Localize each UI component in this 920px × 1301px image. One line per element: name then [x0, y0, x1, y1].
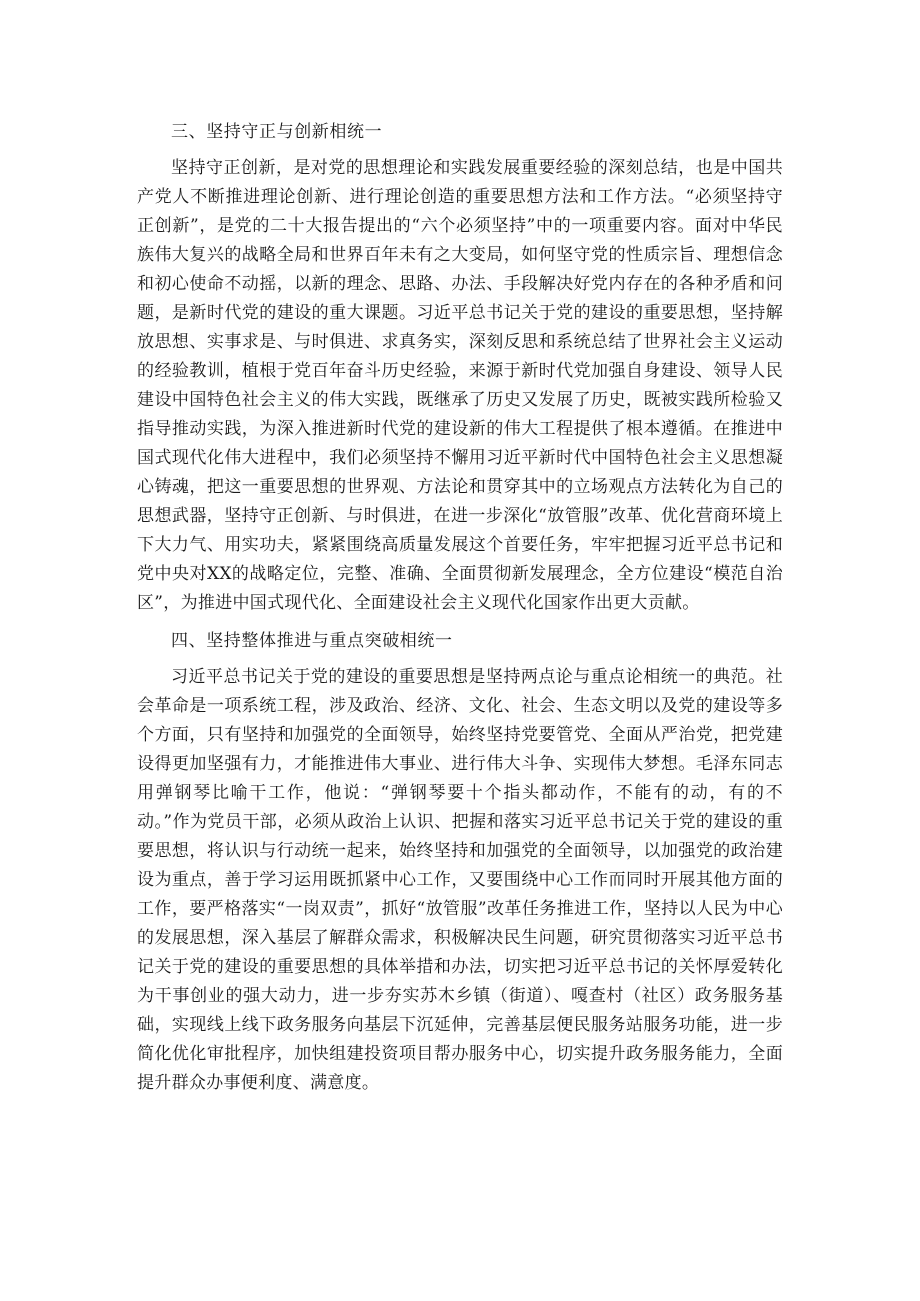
- section-3-heading: 三、坚持守正与创新相统一: [171, 122, 383, 142]
- document-page: [137, 118, 783, 1107]
- section-4-paragraph: 习近平总书记关于党的建设的重要思想是坚持两点论与重点论相统一的典范。社会革命是一项系统工程，涉及政治、经济、文化、社会、生态文明以及党的建设等多个方面，只有坚持和加强党的全面领导，始终坚持党要管党、全面从严治党，把党建设得更加坚强有力，才能推进伟大事业、进行伟大斗争、实现伟大梦想。毛泽东同志用弹钢琴比喻干工作，他说：“弹钢琴要十个指头都动作，不能有的动，有的不动。”作为党员干部，必须从政治上认识、把握和落实习近平总书记关于党的建设的重要思想，将认识与行动统一起来，始终坚持和加强党的全面领导，以加强党的政治建设为重点，善于学习运用既抓紧中心工作，又要围绕中心工作而同时开展其他方面的工作，要严格落实“一岗双责”，抓好“放管服”改革任务推进工作，坚持以人民为中心的发展思想，深入基层了解群众需求，积极解决民生问题，研究贯彻落实习近平总书记关于党的建设的重要思想的具体举措和办法，切实把习近平总书记的关怀厚爱转化为干事创业的强大动力，进一步夯实苏木乡镇（街道）、嘎查村（社区）政务服务基础，实现线上线下政务服务向基层下沉延伸，完善基层便民服务站服务功能，进一步简化优化审批程序，加快组建投资项目帮办服务中心，切实提升政务服务能力，全面提升群众办事便利度、满意度。: [137, 667, 783, 1093]
- section-3-paragraph: 坚持守正创新，是对党的思想理论和实践发展重要经验的深刻总结，也是中国共产党人不断推进理论创新、进行理论创造的重要思想方法和工作方法。“必须坚持守正创新”，是党的二十大报告提出的“六个必须坚持”中的一项重要内容。面对中华民族伟大复兴的战略全局和世界百年未有之大变局，如何坚守党的性质宗旨、理想信念和初心使命不动摇，以新的理念、思路、办法、手段解决好党内存在的各种矛盾和问题，是新时代党的建设的重大课题。习近平总书记关于党的建设的重要思想，坚持解放思想、实事求是、与时俱进、求真务实，深刻反思和系统总结了世界社会主义运动的经验教训，植根于党百年奋斗历史经验，来源于新时代党加强自身建设、领导人民建设中国特色社会主义的伟大实践，既继承了历史又发展了历史，既被实践所检验又指导推动实践，为深入推进新时代党的建设新的伟大工程提供了根本遵循。在推进中国式现代化伟大进程中，我们必须坚持不懈用习近平新时代中国特色社会主义思想凝心铸魂，把这一重要思想的世界观、方法论和贯穿其中的立场观点方法转化为自己的思想武器，坚持守正创新、与时俱进，在进一步深化“放管服”改革、优化营商环境上下大力气、用实功夫，紧紧围绕高质量发展这个首要任务，牢牢把握习近平总书记和党中央对XX的战略定位，完整、准确、全面贯彻新发展理念，全方位建设“模范自治区”，为推进中国式现代化、全面建设社会主义现代化国家作出更大贡献。: [137, 158, 783, 613]
- section-4-heading: 四、坚持整体推进与重点突破相统一: [171, 631, 453, 651]
